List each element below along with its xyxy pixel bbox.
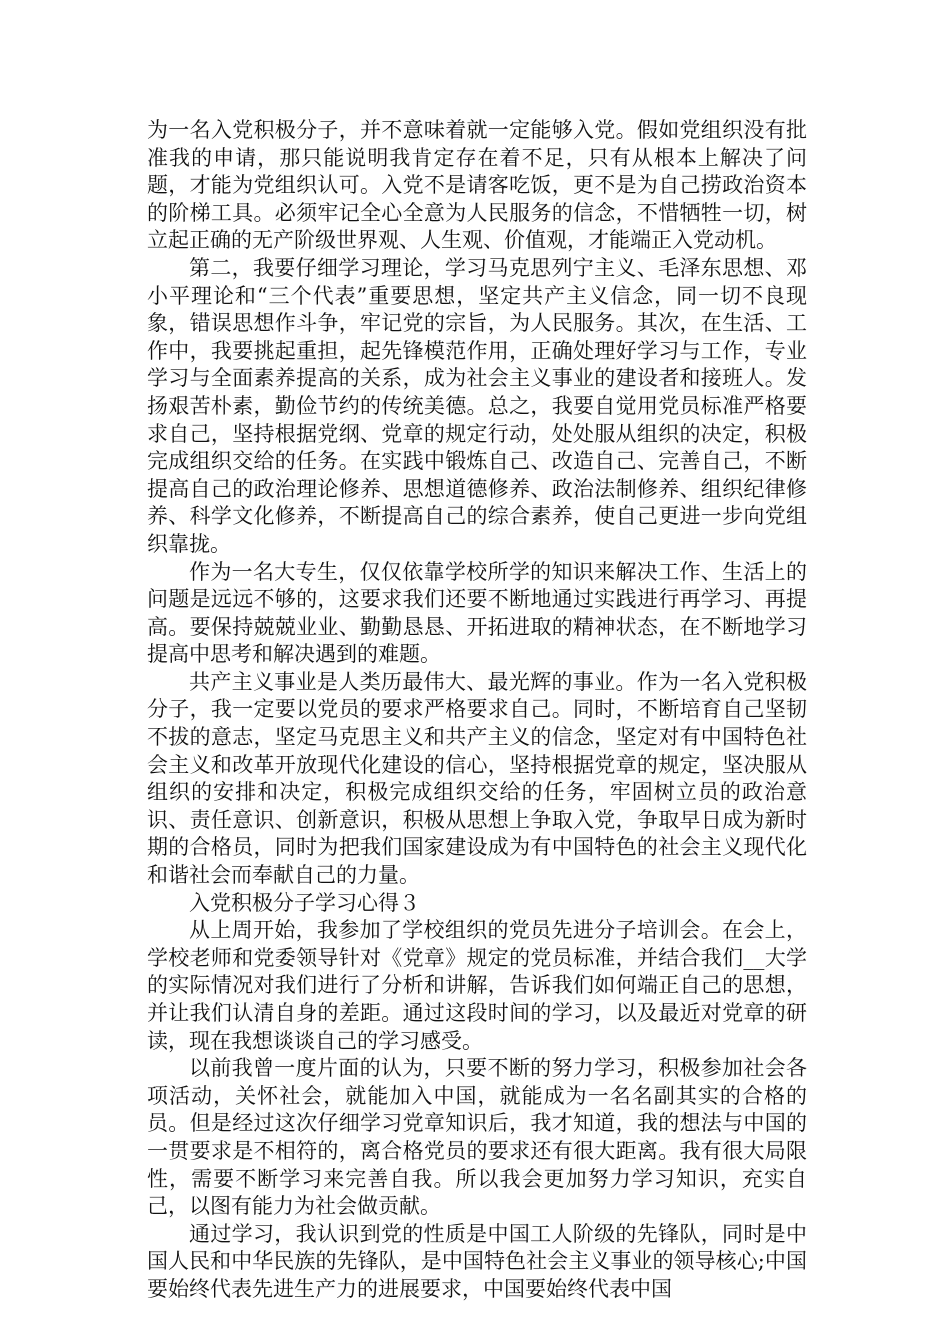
paragraph-7: 通过学习，我认识到党的性质是中国工人阶级的先锋队，同时是中国人民和中华民族的先锋队，是中国特色社会主义事业的领导核心;中国要始终代表先进生产力的进展要求，中国要始终代表中国 (147, 1221, 807, 1301)
paragraph-3: 作为一名大专生，仅仅依靠学校所学的知识来解决工作、生活上的问题是远远不够的，这要求我们还要不断地通过实践进行再学习、再提高。要保持兢兢业业、勤勤恳恳、开拓进取的精神状态，在不断地学习提高中思考和解决遇到的难题。 (147, 559, 807, 667)
section-heading: 入党积极分子学习心得３ (189, 890, 420, 915)
paragraph-1: 为一名入党积极分子，并不意味着就一定能够入党。假如党组织没有批准我的申请，那只能说明我肯定存在着不足，只有从根本上解决了问题，才能为党组织认可。入党不是请客吃饭，更不是为自己捞政治资本的阶梯工具。必须牢记全心全意为人民服务的信念，不惜牺牲一切，树立起正确的无产阶级世界观、人生观、价值观，才能端正入党动机。 (147, 118, 807, 253)
document-body (147, 117, 807, 1304)
paragraph-2: 第二，我要仔细学习理论，学习马克思列宁主义、毛泽东思想、邓小平理论和“三个代表”重要思想，坚定共产主义信念，同一切不良现象，错误思想作斗争，牢记党的宗旨，为人民服务。其次，在生活、工作中，我要挑起重担，起先锋模范作用，正确处理好学习与工作，专业学习与全面素养提高的关系，成为社会主义事业的建设者和接班人。发扬艰苦朴素，勤俭节约的传统美德。总之，我要自觉用党员标准严格要求自己，坚持根据党纲、党章的规定行动，处处服从组织的决定，积极完成组织交给的任务。在实践中锻炼自己、改造自己、完善自己，不断提高自己的政治理论修养、思想道德修养、政治法制修养、组织纪律修养、科学文化修养，不断提高自己的综合素养，使自己更进一步向党组织靠拢。 (147, 255, 807, 556)
paragraph-6: 以前我曾一度片面的认为，只要不断的努力学习，积极参加社会各项活动，关怀社会，就能加入中国，就能成为一名名副其实的合格的员。但是经过这次仔细学习党章知识后，我才知道，我的想法与中国的一贯要求是不相符的，离合格党员的要求还有很大距离。我有很大局限性，需要不断学习来完善自我。所以我会更加努力学习知识，充实自己，以图有能力为社会做贡献。 (147, 1056, 807, 1219)
paragraph-4: 共产主义事业是人类历最伟大、最光辉的事业。作为一名入党积极分子，我一定要以党员的要求严格要求自己。同时，不断培育自己坚韧不拔的意志，坚定马克思主义和共产主义的信念，坚定对有中国特色社会主义和改革开放现代化建设的信心，坚持根据党章的规定，坚决服从组织的安排和决定，积极完成组织交给的任务，牢固树立员的政治意识、责任意识、创新意识，积极从思想上争取入党，争取早日成为新时期的合格员，同时为把我们国家建设成为有中国特色的社会主义现代化和谐社会而奉献自己的力量。 (147, 669, 807, 888)
paragraph-5: 从上周开始，我参加了学校组织的党员先进分子培训会。在会上，学校老师和党委领导针对《党章》规定的党员标准，并结合我们__大学的实际情况对我们进行了分析和讲解，告诉我们如何端正自己的思想，并让我们认清自身的差距。通过这段时间的学习，以及最近对党章的研读，现在我想谈谈自己的学习感受。 (147, 918, 807, 1053)
